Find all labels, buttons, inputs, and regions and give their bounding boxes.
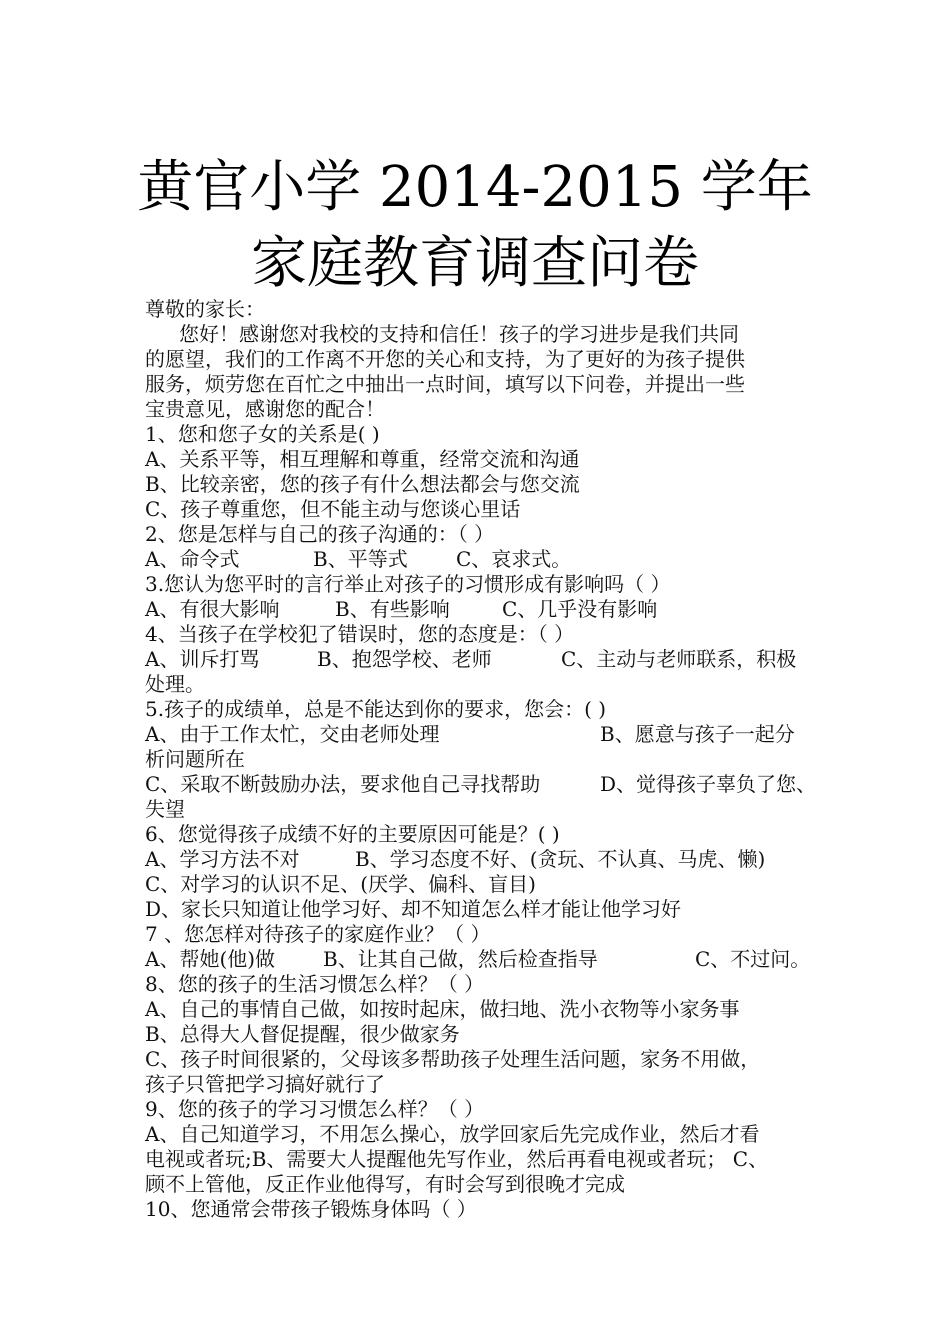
q5-option-d: D、觉得孩子辜负了您、 [600,772,817,796]
intro-line: 您好！感谢您对我校的支持和信任！孩子的学习进步是我们共同 [179,322,739,346]
q5-option-b: B、愿意与孩子一起分 [600,722,795,746]
q3-option-c: C、几乎没有影响 [502,597,658,621]
questionnaire-body [145,297,835,1222]
q2-option-b: B、平等式 [313,547,408,571]
q5-option-c: C、采取不断鼓励办法，要求他自己寻找帮助 [145,772,541,796]
question-2: 2、您是怎样与自己的孩子沟通的：（ ） [145,522,495,546]
q2-option-a: A、命令式 [145,547,240,571]
q4-option-b: B、抱怨学校、老师 [317,647,492,671]
greeting: 尊敬的家长： [145,297,265,321]
q9-options-line: A、自己知道学习，不用怎么操心，放学回家后先完成作业，然后才看 [145,1122,760,1146]
intro-line: 的愿望，我们的工作离不开您的关心和支持，为了更好的为孩子提供 [145,347,745,371]
intro-line: 宝贵意见，感谢您的配合！ [145,397,385,421]
q9-options-line: 电视或者玩;B、需要大人提醒他先写作业，然后再看电视或者玩； C、 [145,1147,769,1171]
q7-option-b: B、让其自己做，然后检查指导 [323,947,598,971]
q8-option-c: C、孩子时间很紧的，父母该多帮助孩子处理生活问题，家务不用做， [145,1047,761,1071]
q6-option-c: C、对学习的认识不足、(厌学、偏科、盲目) [145,872,536,896]
q3-option-a: A、有很大影响 [145,597,280,621]
q9-options-line: 顾不上管他，反正作业他得写，有时会写到很晚才完成 [145,1172,625,1196]
question-10: 10、您通常会带孩子锻炼身体吗（ ） [145,1197,477,1221]
q1-option-b: B、比较亲密，您的孩子有什么想法都会与您交流 [145,472,580,496]
q6-options-ab [145,847,835,872]
q5-option-b-continued: 析问题所在 [145,747,245,771]
q6-option-b: B、学习态度不好、(贪玩、不认真、马虎、懒) [355,847,766,871]
question-9: 9、您的孩子的学习习惯怎么样？（ ） [145,1097,485,1121]
question-7: 7 、您怎样对待孩子的家庭作业？（ ） [145,922,491,946]
q7-option-c: C、不过问。 [695,947,811,971]
question-6: 6、您觉得孩子成绩不好的主要原因可能是？( ) [145,822,560,846]
q3-option-b: B、有些影响 [335,597,450,621]
question-4: 4、当孩子在学校犯了错误时，您的态度是：（ ） [145,622,575,646]
document-title-line2: 家庭教育调查问卷 [251,231,699,296]
q7-options [145,947,835,972]
q7-option-a: A、帮她(他)做 [145,947,276,971]
q8-option-b: B、总得大人督促提醒，很少做家务 [145,1022,460,1046]
q5-option-d-continued: 失望 [145,797,185,821]
question-8: 8、您的孩子的生活习惯怎么样？（ ） [145,972,485,996]
q5-options-cd [145,772,835,797]
document-title-line1: 黄官小学 2014-2015 学年 [137,155,813,220]
q4-option-a: A、训斥打骂 [145,647,260,671]
q5-options-ab [145,722,835,747]
q1-option-c: C、孩子尊重您，但不能主动与您谈心里话 [145,497,521,521]
q6-option-d: D、家长只知道让他学习好、却不知道怎么样才能让他学习好 [145,897,682,921]
q2-option-c: C、哀求式。 [456,547,572,571]
q4-option-c-continued: 处理。 [145,672,205,696]
q5-option-a: A、由于工作太忙，交由老师处理 [145,722,440,746]
intro-line: 服务，烦劳您在百忙之中抽出一点时间，填写以下问卷，并提出一些 [145,372,745,396]
q4-options [145,647,835,672]
q8-option-c-continued: 孩子只管把学习搞好就行了 [145,1072,385,1096]
q8-option-a: A、自己的事情自己做，如按时起床，做扫地、洗小衣物等小家务事 [145,997,740,1021]
question-1: 1、您和您子女的关系是( ) [145,422,380,446]
q3-options [145,597,835,622]
q4-option-c: C、主动与老师联系，积极 [561,647,797,671]
q6-option-a: A、学习方法不对 [145,847,300,871]
q2-options [145,547,835,572]
question-3: 3.您认为您平时的言行举止对孩子的习惯形成有影响吗（ ） [145,572,671,596]
question-5: 5.孩子的成绩单，总是不能达到你的要求，您会：( ) [145,697,607,721]
q1-option-a: A、关系平等，相互理解和尊重，经常交流和沟通 [145,447,580,471]
